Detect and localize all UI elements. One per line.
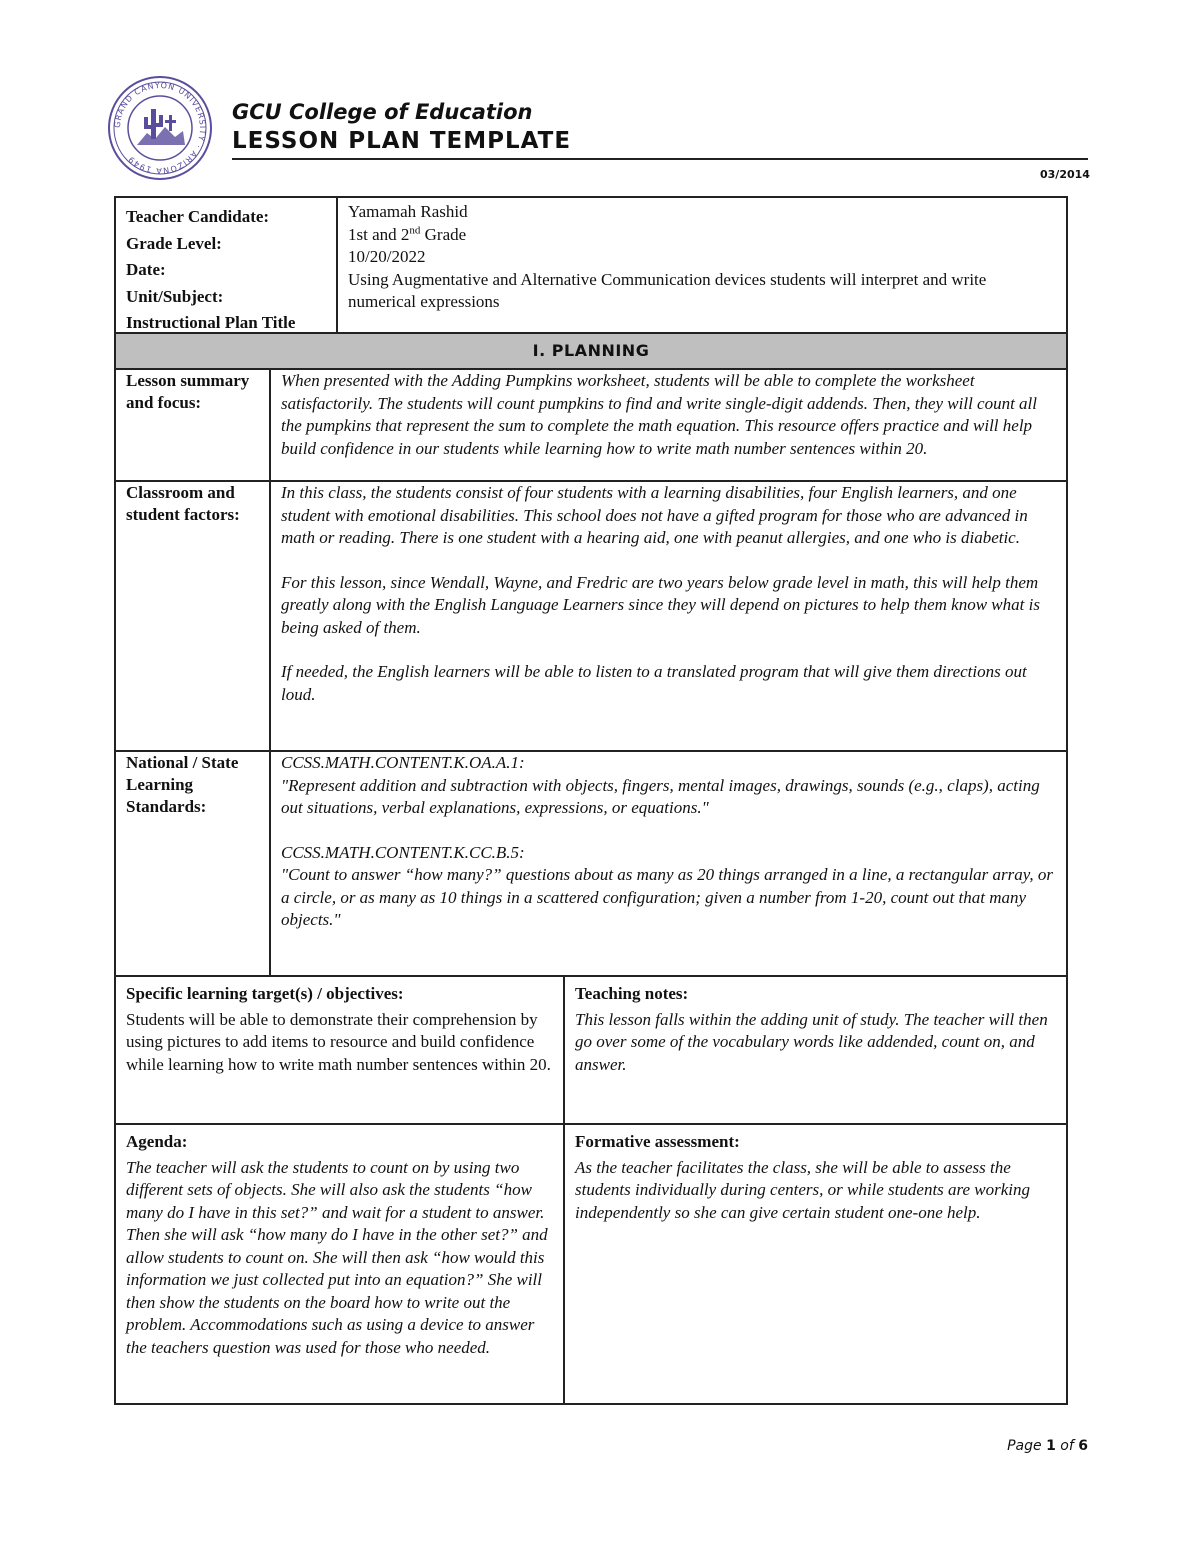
label-grade-level: Grade Level: [126, 233, 222, 253]
standard-item [281, 752, 1056, 820]
label-unit-subject: Unit/Subject: [126, 286, 224, 306]
standards-row [114, 752, 1068, 977]
standard-code: CCSS.MATH.CONTENT.K.OA.A.1: [281, 753, 525, 772]
standards-text [271, 752, 1066, 975]
standard-item [281, 842, 1056, 932]
objectives-text: Students will be able to demonstrate their comprehension by using pictures to add items to resource and build confidence while learning how to write math number sentences within 20. [126, 1009, 551, 1074]
formative-assessment-text: As the teacher facilitates the class, she will be able to assess the students individually during centers, or while students are working independently so she can give certain student one-one help. [575, 1157, 1031, 1222]
plan-title: Using Augmentative and Alternative Communication devices students will interpret and write numerical expressions [348, 269, 987, 311]
agenda-text: The teacher will ask the students to count on by using two different sets of objects. She will also ask the students “how many do I have in this set?” and wait for a student to answer. Then she will ask “how many do I have in the other set?” and allow students to count on. She will then ask “how would this information we just collected put into an equation?” She will then show the students on the board how to write out the problem. Accommodations such as using a device to answer the teachers question was used for those who needed. [126, 1157, 548, 1357]
classroom-factors-label: Classroom and student factors: [116, 482, 271, 750]
formative-assessment-label: Formative assessment: [575, 1132, 740, 1151]
document-title: LESSON PLAN TEMPLATE [232, 128, 572, 154]
grade-level: 1st and 2nd Grade [348, 223, 467, 244]
factors-paragraph: If needed, the English learners will be able to listen to a translated program that will give them directions out loud. [281, 662, 1027, 704]
lesson-summary-text: When presented with the Adding Pumpkins worksheet, students will be able to complete the worksheet satisfactorily. The students will count pumpkins to find and write single-digit addends. Then, they will count all the pumpkins that represent the sum to complete the math equation. This resource offers practice and will help build confidence in our students while learning how to write math number sentences within 20. [281, 371, 1038, 458]
objectives-label: Specific learning target(s) / objectives: [126, 984, 404, 1003]
teaching-notes-label: Teaching notes: [575, 984, 689, 1003]
page-number: Page 1 of 6 [1007, 1438, 1088, 1454]
label-plan-title: Instructional Plan Title [126, 313, 296, 332]
svg-text:GRAND CANYON UNIVERSITY · ARIZ: GRAND CANYON UNIVERSITY · ARIZONA 1949 [112, 80, 208, 176]
standard-description: "Represent addition and subtraction with objects, fingers, mental images, drawings, sounds (e.g., claps), acting out situations, verbal explanations, expressions, or equations." [281, 775, 1040, 817]
lesson-summary-row [114, 370, 1068, 482]
candidate-info-table [114, 196, 1068, 334]
info-values [338, 198, 1066, 332]
label-teacher-candidate: Teacher Candidate: [126, 207, 270, 226]
header-divider [232, 158, 1088, 160]
formative-assessment-cell [565, 1125, 1066, 1403]
factors-paragraph: In this class, the students consist of four students with a learning disabilities, four English learners, and one student with emotional disabilities. This school does not have a gifted program for those who are advanced in math or reading. There is one student with a hearing aid, one with peanut allergies, and one who is diabetic. [281, 483, 1028, 547]
standard-code: CCSS.MATH.CONTENT.K.CC.B.5: [281, 842, 525, 862]
gcu-seal-logo [107, 75, 213, 181]
info-labels [116, 198, 338, 332]
revision-date: 03/2014 [1040, 168, 1090, 181]
agenda-assessment-row [114, 1125, 1068, 1405]
lesson-date: 10/20/2022 [348, 247, 426, 266]
lesson-summary-label: Lesson summary and focus: [116, 370, 271, 480]
standard-description: "Count to answer “how many?” questions about as many as 20 things arranged in a line, a rectangular array, or a circle, or as many as 10 things in a scattered configuration; given a number from 1-20, count out that many objects." [281, 865, 1054, 929]
standards-label: National / State Learning Standards: [116, 752, 271, 975]
planning-section-heading: I. PLANNING [114, 334, 1068, 370]
teaching-notes-text: This lesson falls within the adding unit of study. The teacher will then go over some of the vocabulary words like addended, count on, and answer. [575, 1009, 1048, 1074]
teacher-name: Yamamah Rashid [348, 202, 468, 221]
college-name: GCU College of Education [232, 100, 533, 124]
agenda-cell [116, 1125, 565, 1403]
classroom-factors-row [114, 482, 1068, 752]
classroom-factors-text [271, 482, 1066, 750]
teaching-notes-cell [565, 977, 1066, 1123]
label-date: Date: [126, 260, 166, 279]
agenda-label: Agenda: [126, 1132, 188, 1151]
objectives-notes-row [114, 977, 1068, 1125]
factors-paragraph: For this lesson, since Wendall, Wayne, and Fredric are two years below grade level in math, this will help them greatly along with the English Language Learners since they will depend on pictures to help them know what is being asked of them. [281, 572, 1040, 637]
objectives-cell [116, 977, 565, 1123]
